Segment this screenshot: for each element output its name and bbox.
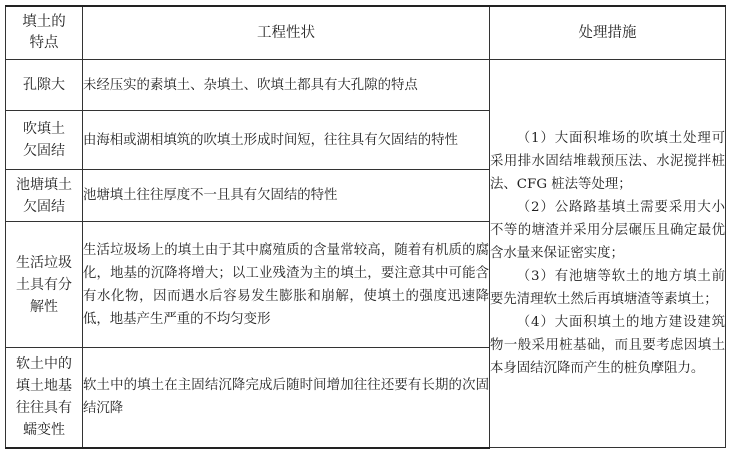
measure-item: （4）大面积填土的地方建设建筑物一般采用桩基础，而且要考虑因填土本身固结沉降而产生的桩负摩阻力。 bbox=[490, 315, 725, 376]
row-name: 软土中的 填土地基 往往具有 蠕变性 bbox=[6, 348, 83, 448]
header-characteristics: 填土的 特点 bbox=[6, 6, 83, 60]
row-description: 由海相或湖相填筑的吹填土形成时间短，往往具有欠固结的特性 bbox=[83, 111, 490, 170]
header-row bbox=[6, 6, 726, 60]
measure-item: （3）有池塘等软土的地方填土前要先清理软土然后再填塘渣等素填土； bbox=[490, 269, 725, 307]
row-description: 生活垃圾场上的填土由于其中腐殖质的含量常较高，随着有机质的腐化，地基的沉降将增大；以工业残渣为主的填土，要注意其中可能含有水化物，因而遇水后容易发生膨胀和崩解，使填土的强度迅速降低，地基产生严重的不均匀变形 bbox=[83, 222, 490, 348]
header-engineering-properties: 工程性状 bbox=[83, 6, 490, 60]
header-treatment-measures: 处理措施 bbox=[490, 6, 726, 60]
row-description: 池塘填土往往厚度不一且具有欠固结的特性 bbox=[83, 170, 490, 222]
row-description: 未经压实的素填土、杂填土、吹填土都具有大孔隙的特点 bbox=[83, 60, 490, 111]
treatment-measures-cell bbox=[490, 60, 726, 448]
table-row bbox=[6, 60, 726, 111]
row-description: 软土中的填土在主固结沉降完成后随时间增加往往还要有长期的次固结沉降 bbox=[83, 348, 490, 448]
row-name: 吹填土 欠固结 bbox=[6, 111, 83, 170]
measure-item: （1）大面积堆场的吹填土处理可采用排水固结堆载预压法、水泥搅拌桩法、CFG 桩法等处理； bbox=[490, 131, 725, 192]
row-name: 孔隙大 bbox=[6, 60, 83, 111]
measure-item: （2）公路路基填土需要采用大小不等的塘渣并采用分层碾压且确定最优含水量来保证密实度； bbox=[490, 200, 725, 261]
row-name: 池塘填土 欠固结 bbox=[6, 170, 83, 222]
row-name: 生活垃圾 土具有分 解性 bbox=[6, 222, 83, 348]
fill-soil-table bbox=[5, 5, 726, 449]
